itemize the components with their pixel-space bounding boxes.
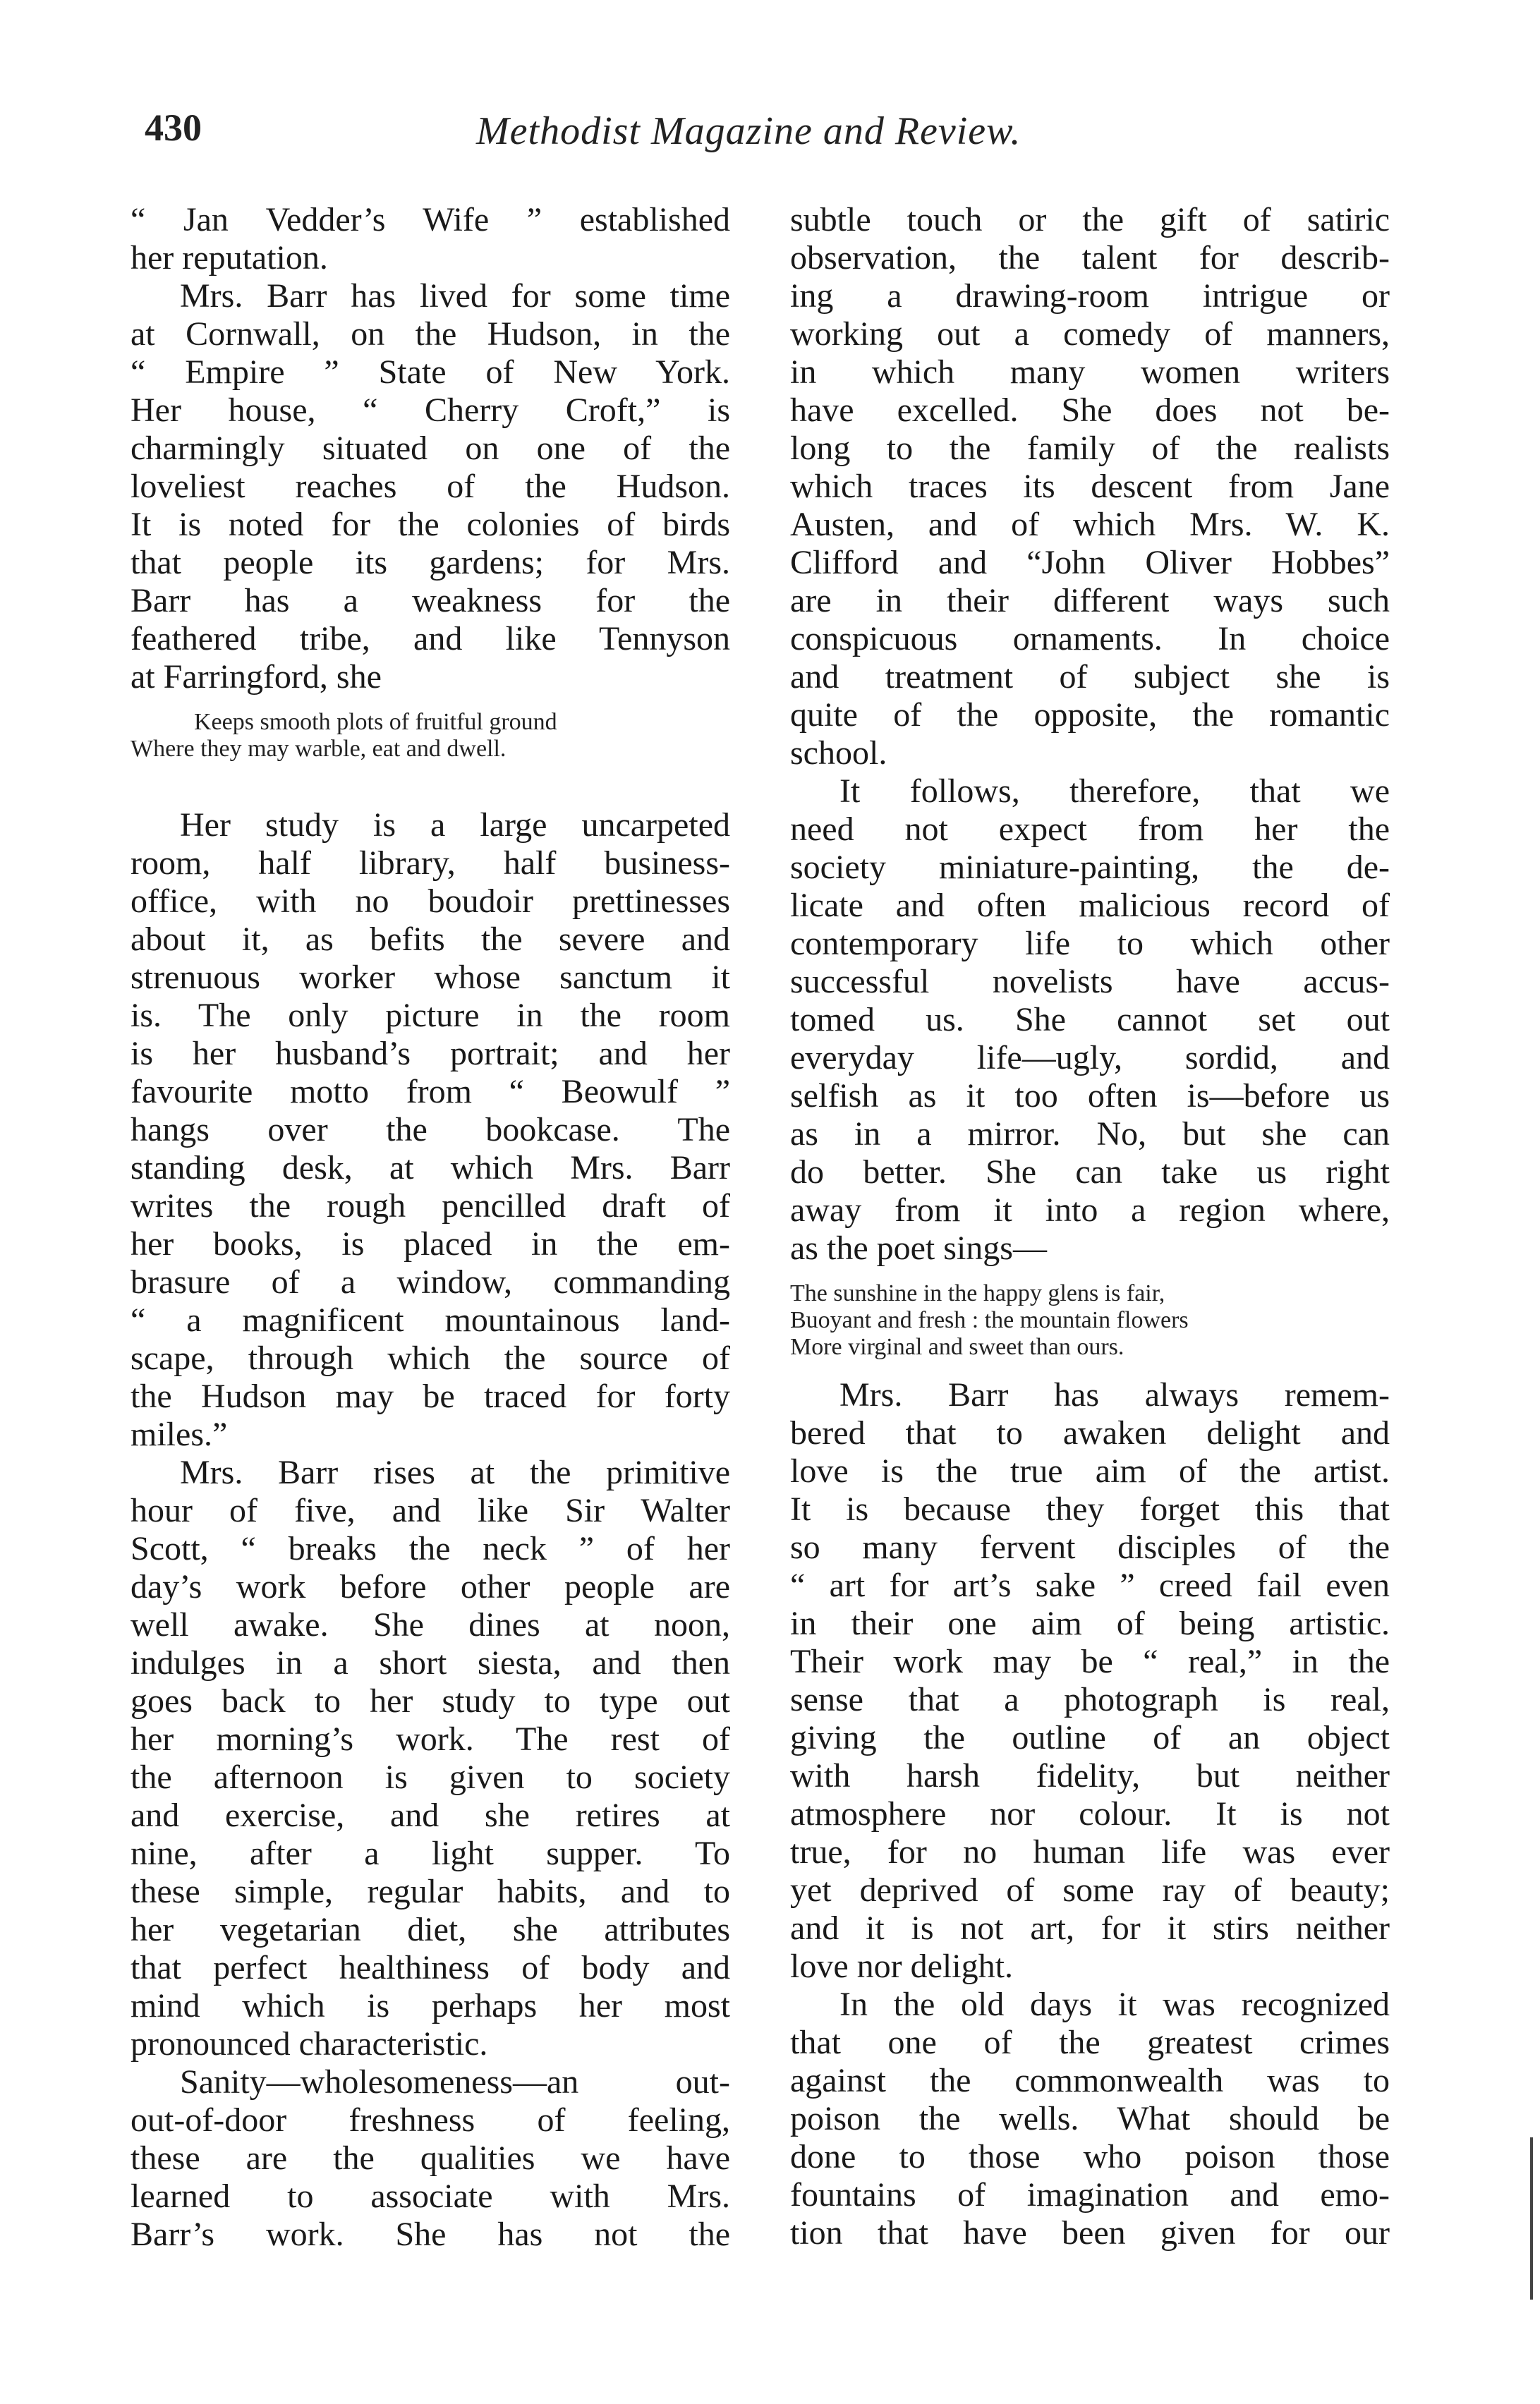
quote-line: Keeps smooth plots of fruitful ground	[194, 709, 557, 735]
text-line: It follows, therefore, that we	[839, 772, 1390, 810]
text-line: Scott, “ breaks the neck ” of her	[131, 1530, 730, 1567]
paragraph	[131, 277, 730, 696]
text-line: standing desk, at which Mrs. Barr	[131, 1149, 730, 1186]
page-header	[145, 106, 1407, 169]
text-line: her books, is placed in the em-	[131, 1225, 730, 1263]
text-line: quite of the opposite, the romantic	[790, 696, 1390, 734]
text-line: hour of five, and like Sir Walter	[131, 1492, 730, 1529]
text-line: “ Empire ” State of New York.	[131, 353, 730, 391]
text-line: well awake. She dines at noon,	[131, 1606, 730, 1644]
paragraph	[790, 1376, 1390, 1986]
text-line: contemporary life to which other	[790, 925, 1390, 962]
text-line: her morning’s work. The rest of	[131, 1720, 730, 1758]
text-line: It is because they forget this that	[790, 1491, 1390, 1528]
verse-quote	[790, 1280, 1390, 1361]
text-line: subtle touch or the gift of satiric	[790, 201, 1390, 238]
text-line: do better. She can take us right	[790, 1153, 1390, 1191]
text-line: her reputation.	[131, 239, 328, 277]
text-line: school.	[790, 734, 887, 772]
text-line: day’s work before other people are	[131, 1568, 730, 1605]
text-line: against the commonwealth was to	[790, 2062, 1390, 2099]
text-line: tomed us. She cannot set out	[790, 1001, 1390, 1038]
text-line: feathered tribe, and like Tennyson	[131, 620, 730, 657]
text-line: with harsh fidelity, but neither	[790, 1757, 1390, 1795]
page-number: 430	[145, 107, 202, 149]
text-line: Mrs. Barr has lived for some time	[180, 277, 730, 315]
text-line: as in a mirror. No, but she can	[790, 1115, 1390, 1153]
text-line: selfish as it too often is—before us	[790, 1077, 1390, 1115]
text-line: and treatment of subject she is	[790, 658, 1390, 696]
text-line: “ art for art’s sake ” creed fail even	[790, 1567, 1390, 1604]
quote-line: More virginal and sweet than ours.	[790, 1334, 1124, 1360]
text-line: about it, as befits the severe and	[131, 921, 730, 958]
text-line: at Cornwall, on the Hudson, in the	[131, 315, 730, 353]
text-line: Clifford and “John Oliver Hobbes”	[790, 544, 1390, 581]
text-line: these simple, regular habits, and to	[131, 1873, 730, 1910]
text-line: is. The only picture in the room	[131, 997, 730, 1034]
paragraph	[131, 2063, 730, 2254]
text-line: as the poet sings—	[790, 1230, 1047, 1267]
text-line: favourite motto from “ Beowulf ”	[131, 1073, 730, 1110]
text-line: Austen, and of which Mrs. W. K.	[790, 506, 1390, 543]
paragraph	[790, 772, 1390, 1268]
text-line: in which many women writers	[790, 353, 1390, 391]
text-line: successful novelists have accus-	[790, 963, 1390, 1000]
text-line: the Hudson may be traced for forty	[131, 1378, 730, 1415]
text-line: done to those who poison those	[790, 2138, 1390, 2175]
text-line: brasure of a window, commanding	[131, 1263, 730, 1301]
text-line: nine, after a light supper. To	[131, 1835, 730, 1872]
paragraph	[131, 1454, 730, 2063]
text-line: poison the wells. What should be	[790, 2100, 1390, 2137]
text-line: the afternoon is given to society	[131, 1759, 730, 1796]
text-line: at Farringford, she	[131, 658, 382, 696]
text-line: Mrs. Barr has always remem-	[839, 1376, 1390, 1414]
text-line: that one of the greatest crimes	[790, 2024, 1390, 2061]
paragraph	[131, 201, 730, 277]
text-line: pronounced characteristic.	[131, 2025, 488, 2063]
text-line: and exercise, and she retires at	[131, 1797, 730, 1834]
text-line: indulges in a short siesta, and then	[131, 1644, 730, 1682]
quote-line: Where they may warble, eat and dwell.	[131, 736, 507, 762]
text-line: Her study is a large uncarpeted	[180, 806, 730, 844]
paragraph	[790, 1986, 1390, 2252]
running-title: Methodist Magazine and Review.	[476, 109, 1021, 153]
text-line: office, with no boudoir prettinesses	[131, 882, 730, 920]
text-line: “ Jan Vedder’s Wife ” established	[131, 201, 730, 238]
text-line: are in their different ways such	[790, 582, 1390, 619]
text-line: Barr’s work. She has not the	[131, 2216, 730, 2253]
text-line: and it is not art, for it stirs neither	[790, 1910, 1390, 1947]
text-line: in their one aim of being artistic.	[790, 1605, 1390, 1642]
text-line: working out a comedy of manners,	[790, 315, 1390, 353]
text-line: that perfect healthiness of body and	[131, 1949, 730, 1986]
text-line: true, for no human life was ever	[790, 1833, 1390, 1871]
paragraph	[131, 806, 730, 1454]
text-line: scape, through which the source of	[131, 1340, 730, 1377]
text-line: Mrs. Barr rises at the primitive	[180, 1454, 730, 1491]
text-line: Their work may be “ real,” in the	[790, 1643, 1390, 1680]
left-column	[131, 201, 730, 2254]
text-line: goes back to her study to type out	[131, 1682, 730, 1720]
text-line: room, half library, half business-	[131, 844, 730, 882]
text-line: Sanity—wholesomeness—an out-	[180, 2063, 730, 2101]
text-line: so many fervent disciples of the	[790, 1529, 1390, 1566]
text-line: sense that a photograph is real,	[790, 1681, 1390, 1718]
text-line: In the old days it was recognized	[839, 1986, 1390, 2023]
text-line: writes the rough pencilled draft of	[131, 1187, 730, 1225]
text-line: these are the qualities we have	[131, 2139, 730, 2177]
text-line: licate and often malicious record of	[790, 887, 1390, 924]
text-line: is her husband’s portrait; and her	[131, 1035, 730, 1072]
text-line: Her house, “ Cherry Croft,” is	[131, 391, 730, 429]
text-line: out-of-door freshness of feeling,	[131, 2101, 730, 2139]
text-line: her vegetarian diet, she attributes	[131, 1911, 730, 1948]
text-line: atmosphere nor colour. It is not	[790, 1795, 1390, 1833]
text-line: mind which is perhaps her most	[131, 1987, 730, 2024]
text-line: that people its gardens; for Mrs.	[131, 544, 730, 581]
text-line: love is the true aim of the artist.	[790, 1452, 1390, 1490]
text-line: tion that have been given for our	[790, 2214, 1390, 2252]
text-line: giving the outline of an object	[790, 1719, 1390, 1756]
text-line: ing a drawing-room intrigue or	[790, 277, 1390, 315]
text-line: need not expect from her the	[790, 811, 1390, 848]
text-line: society miniature-painting, the de-	[790, 849, 1390, 886]
text-line: Barr has a weakness for the	[131, 582, 730, 619]
text-line: miles.”	[131, 1416, 228, 1453]
text-line: long to the family of the realists	[790, 430, 1390, 467]
text-line: love nor delight.	[790, 1948, 1013, 1985]
text-line: learned to associate with Mrs.	[131, 2178, 730, 2215]
text-line: charmingly situated on one of the	[131, 430, 730, 467]
text-line: have excelled. She does not be-	[790, 391, 1390, 429]
text-line: everyday life—ugly, sordid, and	[790, 1039, 1390, 1076]
text-line: yet deprived of some ray of beauty;	[790, 1871, 1390, 1909]
text-line: away from it into a region where,	[790, 1191, 1390, 1229]
text-line: observation, the talent for describ-	[790, 239, 1390, 277]
verse-quote	[131, 709, 730, 763]
text-line: bered that to awaken delight and	[790, 1414, 1390, 1452]
text-line: conspicuous ornaments. In choice	[790, 620, 1390, 657]
text-line: which traces its descent from Jane	[790, 468, 1390, 505]
paragraph	[790, 201, 1390, 772]
text-line: hangs over the bookcase. The	[131, 1111, 730, 1148]
quote-line: Buoyant and fresh : the mountain flowers	[790, 1307, 1189, 1333]
text-line: It is noted for the colonies of birds	[131, 506, 730, 543]
text-line: strenuous worker whose sanctum it	[131, 959, 730, 996]
text-line: loveliest reaches of the Hudson.	[131, 468, 730, 505]
quote-line: The sunshine in the happy glens is fair,	[790, 1280, 1165, 1306]
text-line: fountains of imagination and emo-	[790, 2176, 1390, 2214]
right-column	[790, 201, 1390, 2252]
page-edge-mark	[1530, 2137, 1533, 2300]
text-line: “ a magnificent mountainous land-	[131, 1301, 730, 1339]
